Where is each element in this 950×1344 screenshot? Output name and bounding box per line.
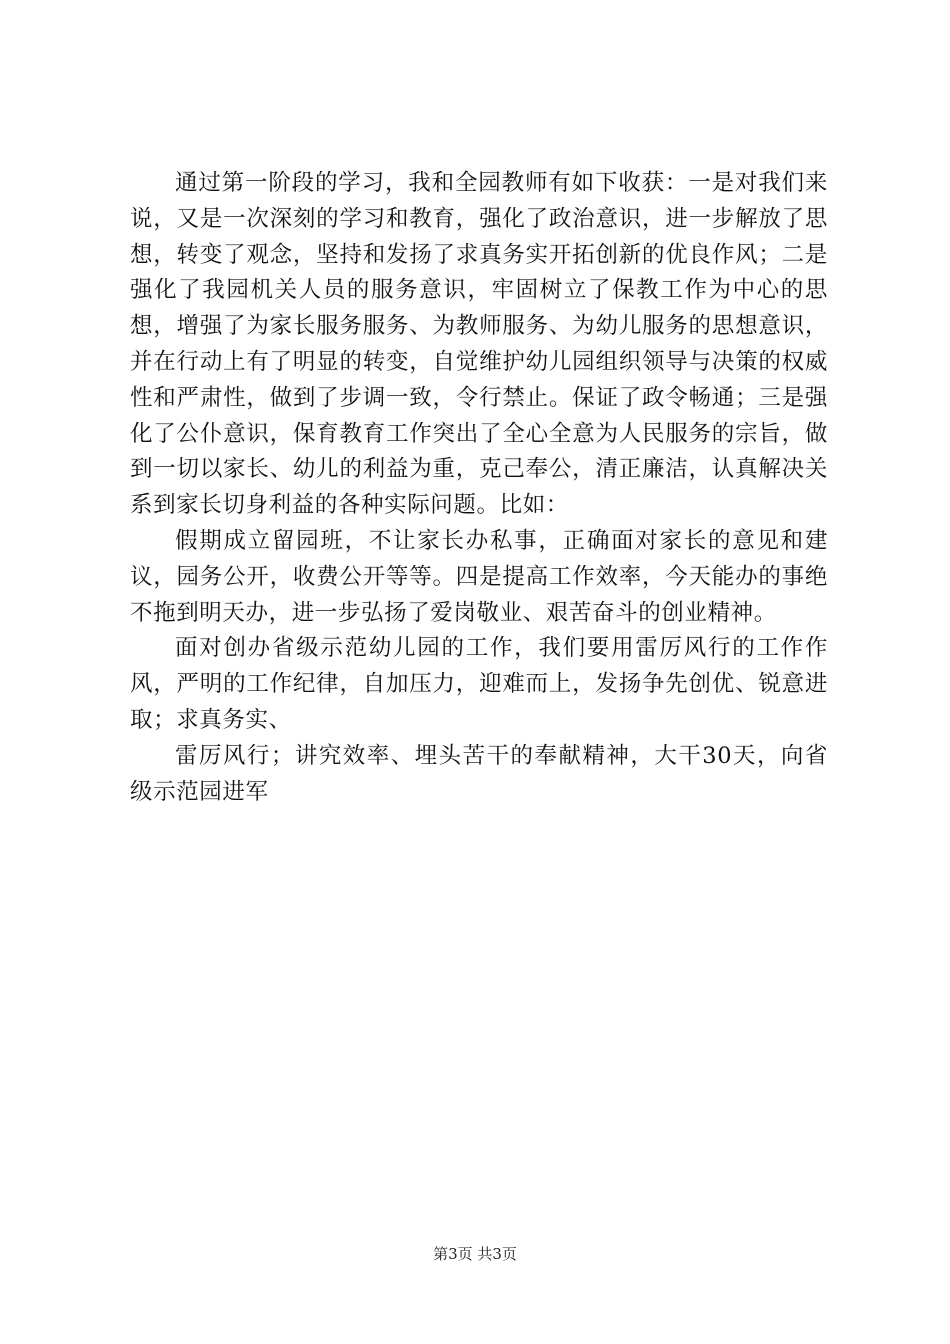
document-body bbox=[130, 166, 828, 810]
paragraph-3: 面对创办省级示范幼儿园的工作，我们要用雷厉风行的工作作风，严明的工作纪律，自加压力，迎难而上，发扬争先创优、锐意进取；求真务实、 bbox=[130, 635, 828, 733]
page-footer bbox=[0, 1243, 950, 1264]
paragraph-2: 假期成立留园班，不让家长办私事，正确面对家长的意见和建议，园务公开，收费公开等等。四是提高工作效率，今天能办的事绝不拖到明天办，进一步弘扬了爱岗敬业、艰苦奋斗的创业精神。 bbox=[130, 527, 828, 626]
paragraph-4: 雷厉风行；讲究效率、埋头苦干的奉献精神，大干30天，向省级示范园进军 bbox=[130, 742, 828, 805]
paragraph-1: 通过第一阶段的学习，我和全园教师有如下收获：一是对我们来说，又是一次深刻的学习和教育，强化了政治意识，进一步解放了思想，转变了观念，坚持和发扬了求真务实开拓创新的优良作风；二是强化了我园机关人员的服务意识，牢固树立了保教工作为中心的思想，增强了为家长服务服务、为教师服务、为幼儿服务的思想意识，并在行动上有了明显的转变，自觉维护幼儿园组织领导与决策的权威性和严肃性，做到了步调一致，令行禁止。保证了政令畅通；三是强化了公仆意识，保育教育工作突出了全心全意为人民服务的宗旨，做到一切以家长、幼儿的利益为重，克己奉公，清正廉洁，认真解决关系到家长切身利益的各种实际问题。比如： bbox=[130, 170, 828, 519]
page-number: 第3页 共3页 bbox=[433, 1245, 517, 1263]
